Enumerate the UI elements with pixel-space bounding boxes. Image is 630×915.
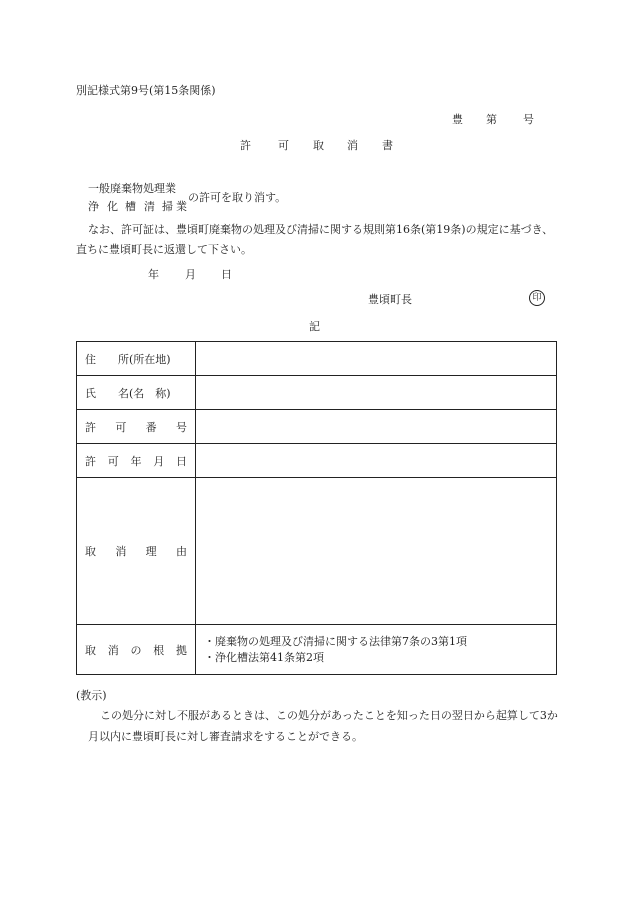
label-char: 拠	[176, 643, 187, 657]
business-type-general-waste: 一般廃棄物処理業	[88, 182, 176, 195]
permit-number-value	[196, 410, 557, 444]
revocation-basis-value	[196, 625, 557, 675]
instruction-body: この処分に対し不服があるときは、この処分があったことを知った日の翌日から起算して3か月以内に豊頃町長に対し審査請求をすることができる。	[88, 709, 558, 743]
title-char: 消	[347, 139, 358, 152]
revocation-reason-value	[196, 478, 557, 625]
issuer-title: 豊頃町長	[368, 293, 412, 306]
label-char: 消	[107, 643, 119, 657]
title-char: 書	[382, 139, 393, 152]
table-row	[77, 410, 557, 444]
label-char: 番	[145, 420, 157, 434]
label-char: 住	[85, 352, 96, 366]
date-year: 年	[148, 268, 159, 281]
title-char: 取	[313, 139, 324, 152]
business-type-char: 掃	[162, 200, 173, 213]
label-char: 許	[85, 420, 96, 434]
document-number-dai: 第	[486, 113, 497, 126]
instruction-heading: (教示)	[76, 689, 107, 702]
record-table	[76, 341, 557, 675]
table-row	[77, 376, 557, 410]
label-char: 取	[85, 643, 96, 657]
label-char: の	[130, 643, 142, 657]
label-char: 氏	[85, 386, 96, 400]
name-value	[196, 376, 557, 410]
label-char: 根	[153, 643, 165, 657]
document-number-prefix: 豊	[452, 113, 463, 126]
row-label	[77, 444, 196, 478]
label-char: 可	[107, 454, 119, 468]
label-char: 号	[175, 420, 187, 434]
row-label	[77, 410, 196, 444]
title-char: 可	[278, 139, 289, 152]
legal-basis-item: ・浄化槽法第41条第2項	[204, 650, 324, 664]
label-char: 許	[85, 454, 96, 468]
table-row	[77, 625, 557, 675]
ki-heading: 記	[309, 320, 320, 333]
business-type-char: 浄	[88, 200, 99, 213]
label-char: 所(所在地)	[118, 352, 171, 366]
row-label	[77, 376, 196, 410]
label-char: 可	[115, 420, 127, 434]
label-char: 名(名 称)	[118, 386, 171, 400]
date-day: 日	[221, 268, 232, 281]
seal-mark: 印	[529, 290, 545, 306]
label-char: 日	[176, 454, 187, 468]
title-char: 許	[240, 139, 251, 152]
row-label	[77, 478, 196, 625]
revocation-statement: の許可を取り消す。	[188, 191, 287, 204]
label-char: 由	[175, 545, 187, 558]
row-label	[77, 625, 196, 675]
form-number-label: 別記様式第9号(第15条関係)	[76, 84, 216, 97]
document-number-go: 号	[523, 113, 534, 126]
label-char: 取	[85, 545, 96, 558]
table-row	[77, 444, 557, 478]
return-notice-paragraph: なお、許可証は、豊頃町廃棄物の処理及び清掃に関する規則第16条(第19条)の規定に基づき、直ちに豊頃町長に返還して下さい。	[76, 223, 554, 256]
business-type-char: 化	[107, 200, 118, 213]
address-value	[196, 342, 557, 376]
table-row	[77, 478, 557, 625]
label-char: 理	[145, 545, 157, 558]
row-label	[77, 342, 196, 376]
business-type-char: 業	[176, 200, 187, 213]
business-type-char: 槽	[125, 200, 136, 213]
label-char: 消	[115, 545, 127, 558]
table-row	[77, 342, 557, 376]
date-month: 月	[185, 268, 196, 281]
legal-basis-item: ・廃棄物の処理及び清掃に関する法律第7条の3第1項	[204, 634, 467, 648]
label-char: 年	[130, 454, 142, 468]
label-char: 月	[153, 454, 165, 468]
business-type-char: 清	[144, 200, 155, 213]
permit-date-value	[196, 444, 557, 478]
